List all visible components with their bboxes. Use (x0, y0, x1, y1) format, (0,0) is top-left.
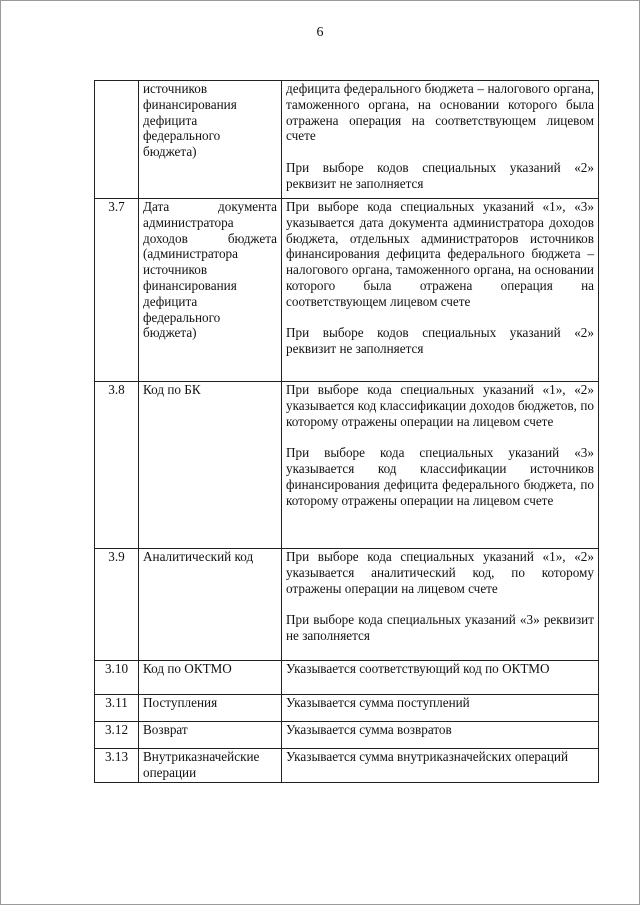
requisite-name: Код по БК (139, 382, 282, 549)
requisite-name: Аналитический код (139, 549, 282, 661)
row-number: 3.9 (95, 549, 139, 661)
description-paragraph: Указывается сумма возвратов (286, 722, 452, 737)
requisite-description (282, 749, 599, 783)
table-row (95, 81, 599, 199)
requisite-description (282, 81, 599, 199)
requisite-description (282, 549, 599, 661)
row-number (95, 81, 139, 199)
requisite-name: Возврат (139, 722, 282, 749)
table-row (95, 722, 599, 749)
table-row (95, 749, 599, 783)
description-paragraph: Указывается сумма внутриказначейских операций (286, 749, 569, 764)
requisite-description (282, 661, 599, 695)
row-number: 3.13 (95, 749, 139, 783)
requisite-description (282, 722, 599, 749)
requisite-name: источников финансирования дефицита федерального бюджета) (139, 81, 282, 199)
description-paragraph: При выборе кодов специальных указаний «2» реквизит не заполняется (286, 325, 594, 357)
table-row (95, 549, 599, 661)
requisite-description (282, 382, 599, 549)
description-paragraph: Указывается сумма поступлений (286, 695, 470, 710)
row-number: 3.12 (95, 722, 139, 749)
description-paragraph: При выборе кода специальных указаний «3» указывается код классификации источников финансирования дефицита федерального бюджета, по которому отражены операции на лицевом счете (286, 445, 594, 508)
description-paragraph: Указывается соответствующий код по ОКТМО (286, 661, 550, 676)
description-paragraph: При выборе кодов специальных указаний «2» реквизит не заполняется (286, 159, 594, 191)
row-number: 3.8 (95, 382, 139, 549)
requisite-name: Дата документа администратора доходов бюджета (администратора источников финансирования дефицита федерального бюджета) (139, 199, 282, 382)
table-row (95, 199, 599, 382)
requisite-description (282, 199, 599, 382)
row-number: 3.10 (95, 661, 139, 695)
description-paragraph: При выборе кода специальных указаний «3» реквизит не заполняется (286, 612, 594, 643)
table-row (95, 695, 599, 722)
row-number: 3.11 (95, 695, 139, 722)
table-row (95, 382, 599, 549)
description-paragraph: дефицита федерального бюджета – налогового органа, таможенного органа, на основании которого была отражена операция на соответствующем лицевом счете (286, 81, 594, 144)
requisite-name: Поступления (139, 695, 282, 722)
requisite-name: Код по ОКТМО (139, 661, 282, 695)
description-paragraph: При выборе кода специальных указаний «1», «2» указывается код классификации доходов бюджетов, по которому отражены операции на лицевом счете (286, 382, 594, 429)
requisites-table (94, 80, 599, 783)
requisite-description (282, 695, 599, 722)
table-row (95, 661, 599, 695)
description-paragraph: При выборе кода специальных указаний «1», «3» указывается дата документа администратора доходов бюджета, отдельных администраторов источников финансирования дефицита федерального бюджета – налогового органа, таможенного органа, на основании которого была отражена операция на соответствующем лицевом счете (286, 199, 594, 309)
description-paragraph: При выборе кода специальных указаний «1», «2» указывается аналитический код, по которому отражены операции на лицевом счете (286, 549, 594, 596)
row-number: 3.7 (95, 199, 139, 382)
page-number: 6 (316, 25, 324, 40)
requisite-name: Внутриказначейские операции (139, 749, 282, 783)
